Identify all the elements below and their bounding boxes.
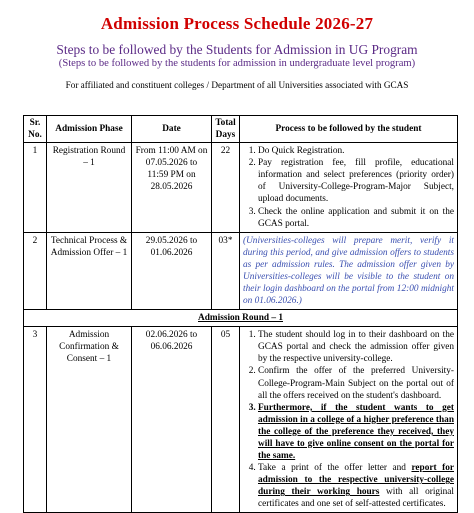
header-process: Process to be followed by the student xyxy=(240,116,458,143)
section-label: Admission Round – 1 xyxy=(24,310,458,327)
header-days: Total Days xyxy=(212,116,240,143)
process-step xyxy=(258,462,454,510)
cell-days: 22 xyxy=(212,143,240,233)
cell-sr: 1 xyxy=(24,143,47,233)
table-row xyxy=(24,327,458,513)
process-step: 2. Pay registration fee, fill profile, educational information and select preferences (priority order) of University-College-Program-Major Subject, upload documents. xyxy=(258,157,454,205)
scope-note: For affiliated and constituent colleges / Department of all Universities associated with GCAS xyxy=(65,80,409,90)
cell-process xyxy=(240,143,458,233)
step-text: Take a print of the offer letter and xyxy=(258,463,412,474)
step-text-emphasis: report for admission to the respective university-college during their working hours xyxy=(258,463,454,498)
page-subtitle-note: (Steps to be followed by the students for admission in undergraduate level program) xyxy=(58,58,416,69)
process-step: 3. Check the online application and submit it on the GCAS portal. xyxy=(258,206,454,230)
cell-days: 05 xyxy=(212,327,240,513)
section-row xyxy=(24,310,458,327)
process-step: 1. The student should log in to their dashboard on the GCAS portal and check the admission offer given by the respective university-college. xyxy=(258,329,454,365)
cell-process xyxy=(240,327,458,513)
cell-phase: Admission Confirmation & Consent – 1 xyxy=(47,327,132,513)
cell-days: 03* xyxy=(212,232,240,309)
header-date: Date xyxy=(132,116,212,143)
cell-sr: 2 xyxy=(24,232,47,309)
cell-date: 02.06.2026 to 06.06.2026 xyxy=(132,327,212,513)
table-row xyxy=(24,232,458,309)
cell-process: (Universities-colleges will prepare merit, verify it during this period, and give admission offers to students as per admission rules. The admission offer given by Universities-colleges will be visible to the student on their login dashboard on the portal from 12:00 midnight on 01.06.2026.) xyxy=(240,232,458,309)
cell-phase: Registration Round – 1 xyxy=(47,143,132,233)
cell-sr: 3 xyxy=(24,327,47,513)
process-step: 2. Confirm the offer of the preferred University-College-Program-Main Subject on the portal out of all the offers received on the student's dashboard. xyxy=(258,365,454,401)
process-step-emphasis: 3. Furthermore, if the student wants to get admission in a college of a higher preference than the college of the preference they received, they will have to give online consent on the portal for the same. xyxy=(258,402,454,462)
page-title: Admission Process Schedule 2026-27 xyxy=(100,14,374,33)
table-row xyxy=(24,143,458,233)
process-step: 1. Do Quick Registration. xyxy=(258,145,454,157)
table-header-row xyxy=(24,116,458,143)
page-subtitle: Steps to be followed by the Students for Admission in UG Program xyxy=(56,42,418,57)
schedule-table xyxy=(23,115,458,513)
cell-date: From 11:00 AM on 07.05.2026 to 11:59 PM on 28.05.2026 xyxy=(132,143,212,233)
header-sr: Sr. No. xyxy=(24,116,47,143)
cell-date: 29.05.2026 to 01.06.2026 xyxy=(132,232,212,309)
cell-phase: Technical Process & Admission Offer – 1 xyxy=(47,232,132,309)
header-phase: Admission Phase xyxy=(47,116,132,143)
step-text: with all original certificates and one set of self-attested certificates. xyxy=(258,487,454,510)
